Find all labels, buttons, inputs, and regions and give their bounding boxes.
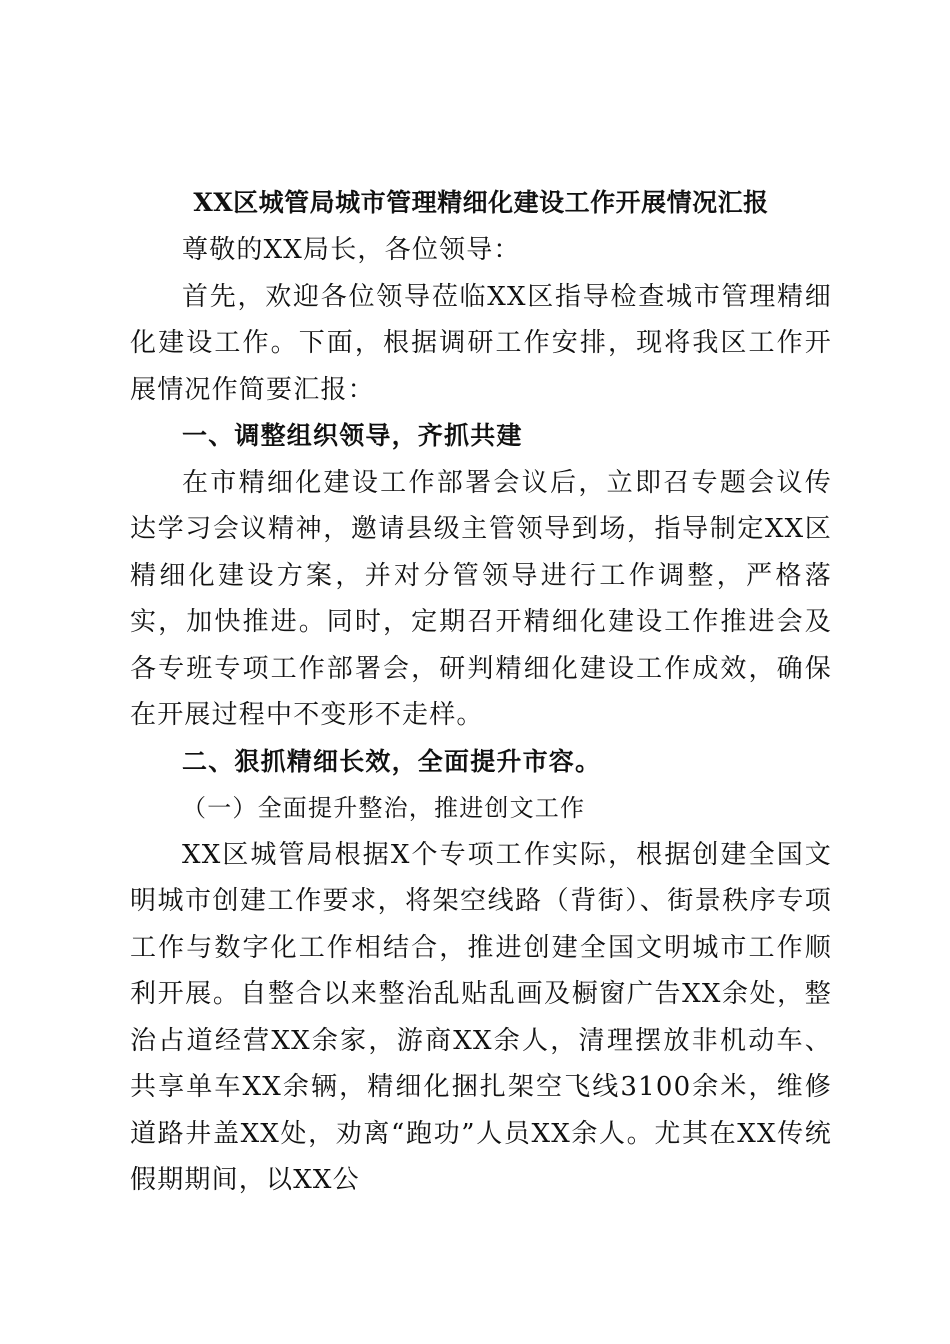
- section-1-heading: 一、调整组织领导，齐抓共建: [182, 421, 523, 450]
- salutation: 尊敬的XX局长，各位领导：: [182, 235, 521, 265]
- section-2-heading: 二、狠抓精细长效，全面提升市容。: [182, 746, 602, 776]
- subsection-1-heading: （一）全面提升整治，推进创文工作: [182, 794, 586, 822]
- document-body: [130, 183, 832, 1204]
- subsection-1-paragraph: XX区城管局根据X个专项工作实际，根据创建全国文明城市创建工作要求，将架空线路（背街）、街景秩序专项工作与数字化工作相结合，推进创建全国文明城市工作顺利开展。自整合以来整治乱贴乱画及橱窗广告XX余处，整治占道经营XX余家，游商XX余人，清理摆放非机动车、共享单车XX余辆，精细化捆扎架空飞线3100余米，维修道路井盖XX处，劝离“跑功”人员XX余人。尤其在XX传统假期期间，以XX公: [130, 839, 832, 1195]
- document-title: XX区城管局城市管理精细化建设工作开展情况汇报: [193, 188, 769, 217]
- intro-paragraph: 首先，欢迎各位领导莅临XX区指导检查城市管理精细化建设工作。下面，根据调研工作安排，现将我区工作开展情况作简要汇报：: [130, 281, 832, 405]
- section-1-paragraph: 在市精细化建设工作部署会议后，立即召专题会议传达学习会议精神，邀请县级主管领导到场，指导制定XX区精细化建设方案，并对分管领导进行工作调整，严格落实，加快推进。同时，定期召开精细化建设工作推进会及各专班专项工作部署会，研判精细化建设工作成效，确保在开展过程中不变形不走样。: [130, 467, 832, 730]
